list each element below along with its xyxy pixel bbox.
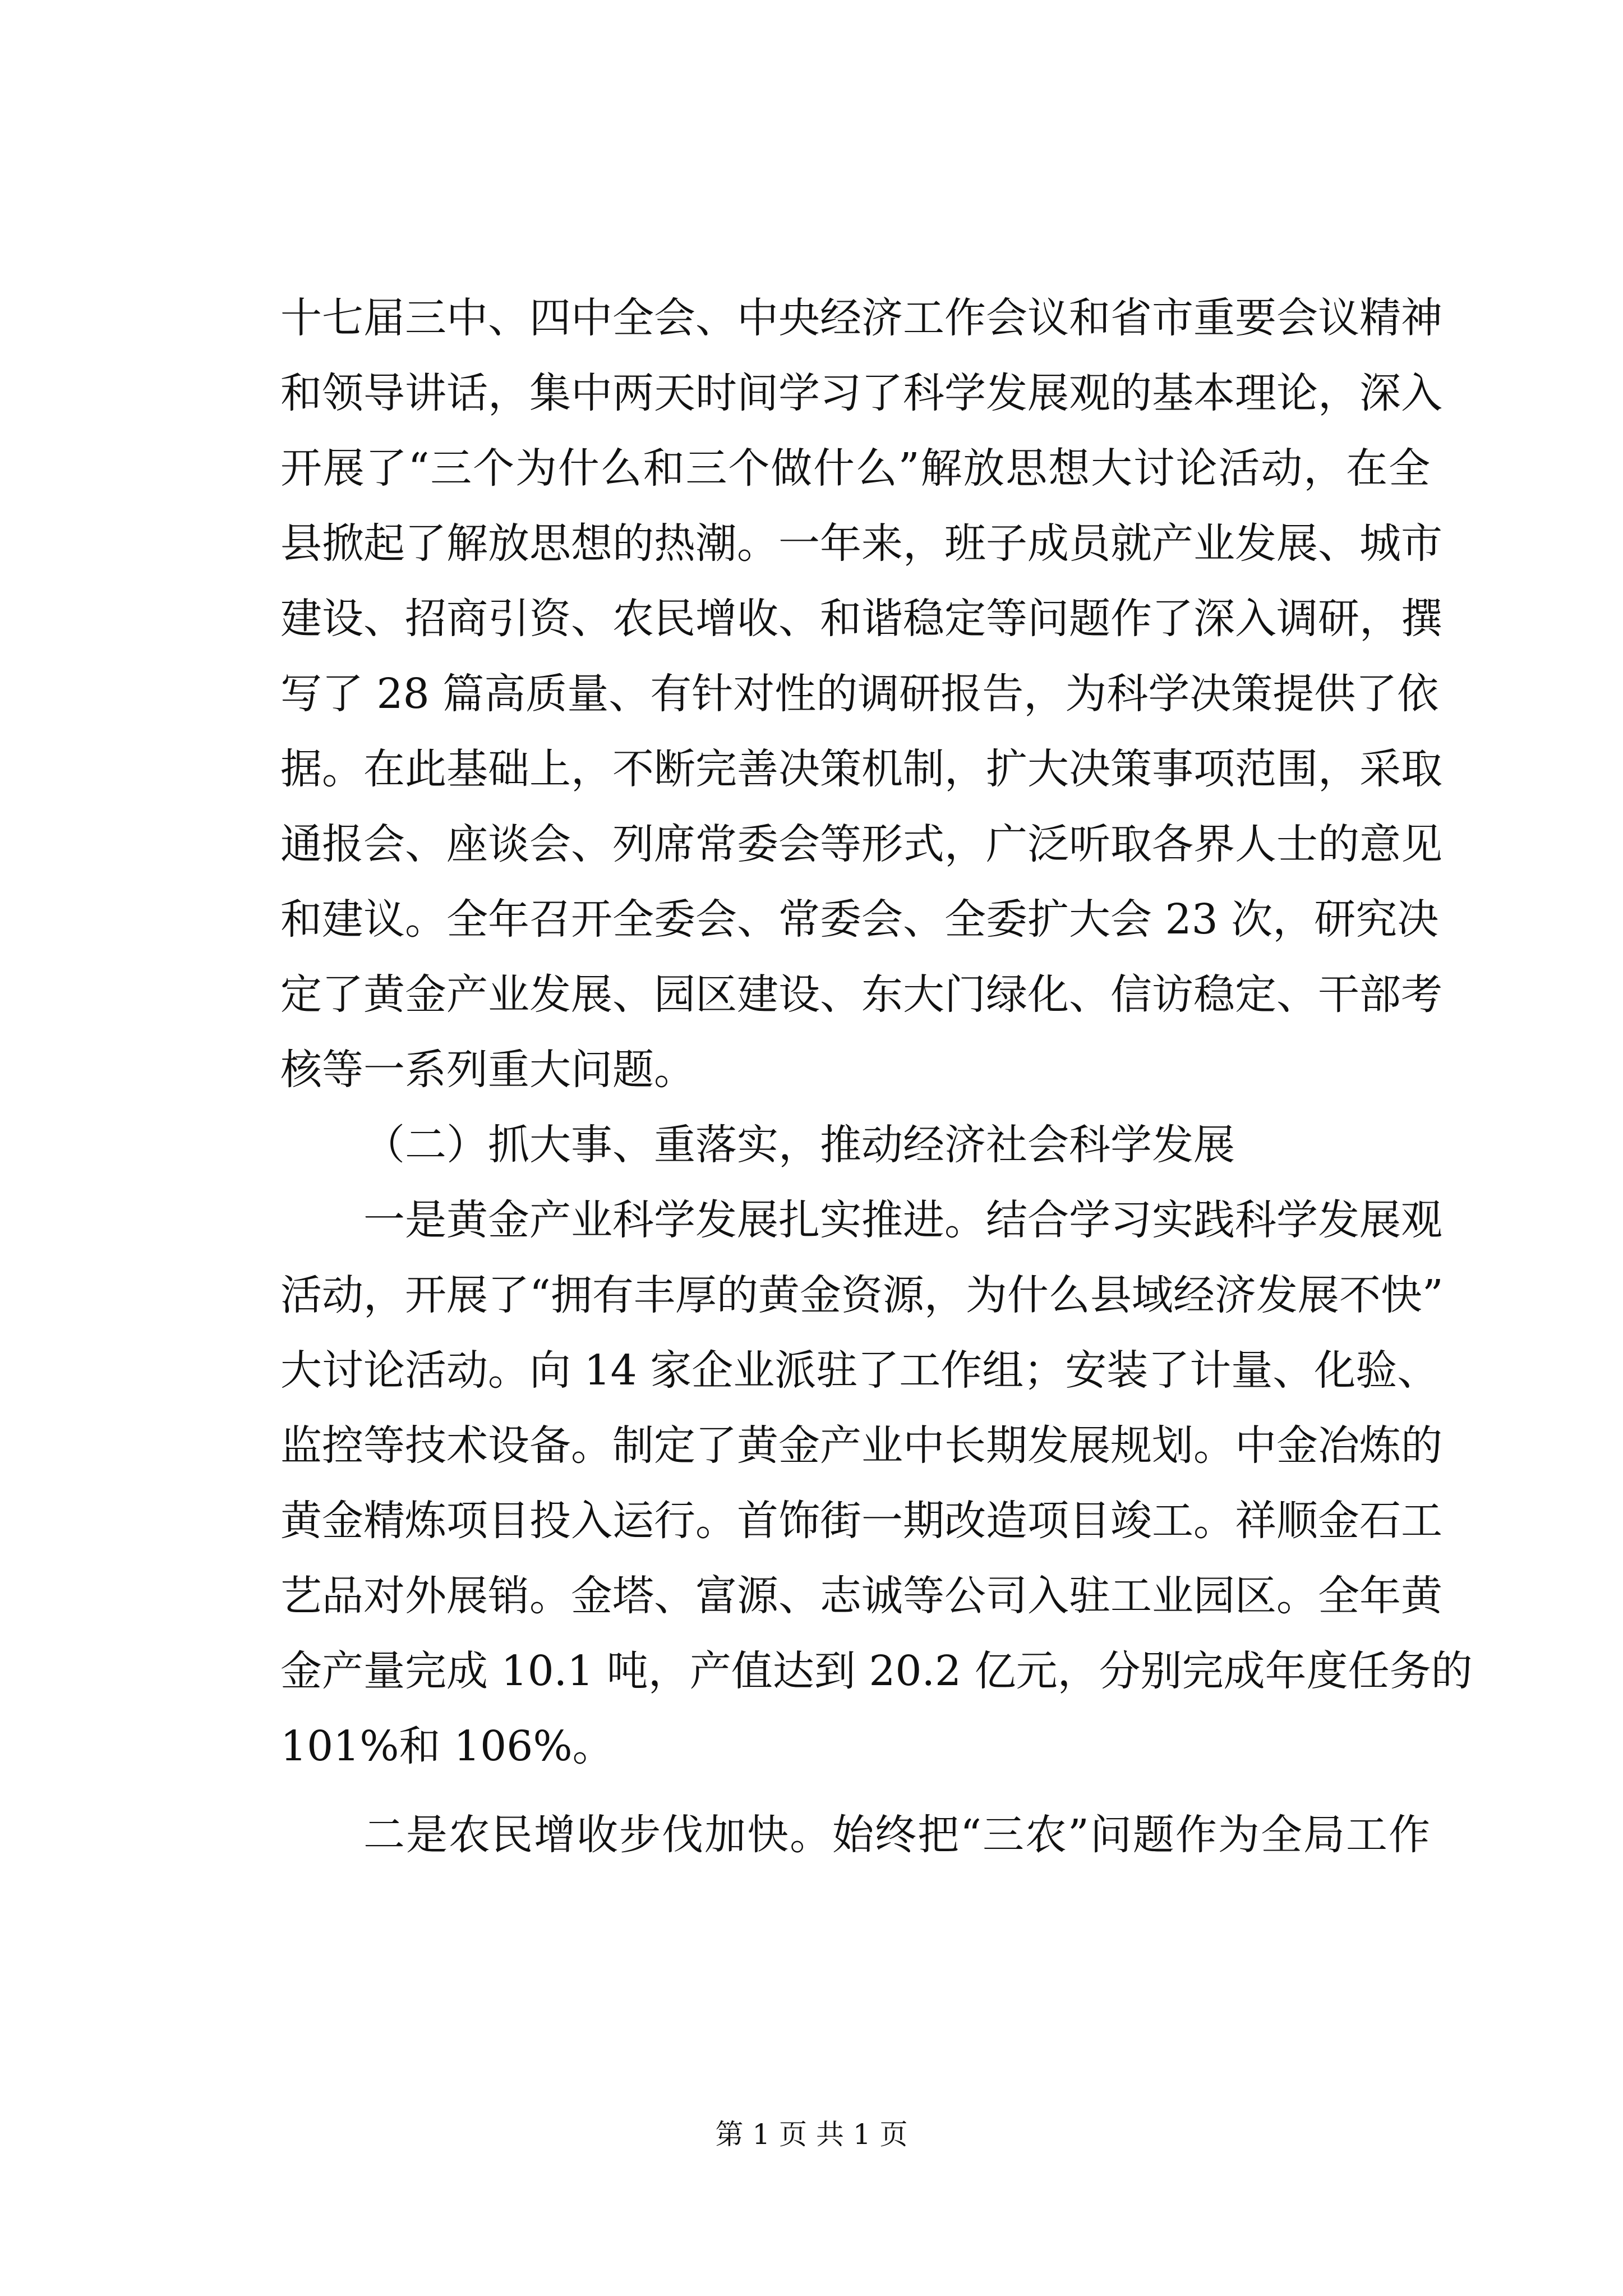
- text-line: 开展了“三个为什么和三个做什么”解放思想大讨论活动，在全: [280, 444, 1430, 493]
- text-line: 大讨论活动。向 14 家企业派驻了工作组；安装了计量、化验、: [280, 1346, 1439, 1395]
- text-line: 监控等技术设备。制定了黄金产业中长期发展规划。中金冶炼的: [280, 1421, 1442, 1470]
- paragraph-3: [280, 1797, 1430, 1872]
- document-body: [280, 280, 1473, 1872]
- text-line: 和建议。全年召开全委会、常委会、全委扩大会 23 次，研究决: [280, 895, 1439, 944]
- text-line: 金产量完成 10.1 吨，产值达到 20.2 亿元，分别完成年度任务的: [280, 1647, 1473, 1695]
- text-line: 艺品对外展销。金塔、富源、志诚等公司入驻工业园区。全年黄: [280, 1572, 1442, 1620]
- text-line: 县掀起了解放思想的热潮。一年来，班子成员就产业发展、城市: [280, 519, 1442, 568]
- text-line: 黄金精炼项目投入运行。首饰街一期改造项目竣工。祥顺金石工: [280, 1497, 1442, 1545]
- paragraph-2: [280, 1182, 1473, 1784]
- paragraph-1: [280, 280, 1442, 1107]
- section-heading-text: （二）抓大事、重落实，推动经济社会科学发展: [363, 1121, 1235, 1169]
- page-number-label: 第 1 页 共 1 页: [715, 2118, 908, 2151]
- text-line: 和领导讲话，集中两天时间学习了科学发展观的基本理论，深入: [280, 369, 1442, 417]
- text-line: 活动，开展了“拥有丰厚的黄金资源，为什么县域经济发展不快”: [280, 1271, 1444, 1319]
- section-heading: [280, 1107, 1430, 1182]
- text-line: 建设、招商引资、农民增收、和谐稳定等问题作了深入调研，撰: [280, 595, 1442, 643]
- text-line: 一是黄金产业科学发展扎实推进。结合学习实践科学发展观: [363, 1196, 1442, 1244]
- text-line: 通报会、座谈会、列席常委会等形式，广泛听取各界人士的意见: [280, 820, 1442, 868]
- text-line: 写了 28 篇高质量、有针对性的调研报告，为科学决策提供了依: [280, 670, 1439, 718]
- text-line: 据。在此基础上，不断完善决策机制，扩大决策事项范围，采取: [280, 745, 1442, 793]
- text-line: 核等一系列重大问题。: [280, 1046, 695, 1094]
- page-footer: [0, 2112, 1623, 2152]
- text-line: 十七届三中、四中全会、中央经济工作会议和省市重要会议精神: [280, 294, 1442, 342]
- text-line: 二是农民增收步伐加快。始终把“三农”问题作为全局工作: [363, 1811, 1430, 1859]
- text-line: 101%和 106%。: [280, 1722, 614, 1770]
- text-line: 定了黄金产业发展、园区建设、东大门绿化、信访稳定、干部考: [280, 970, 1442, 1019]
